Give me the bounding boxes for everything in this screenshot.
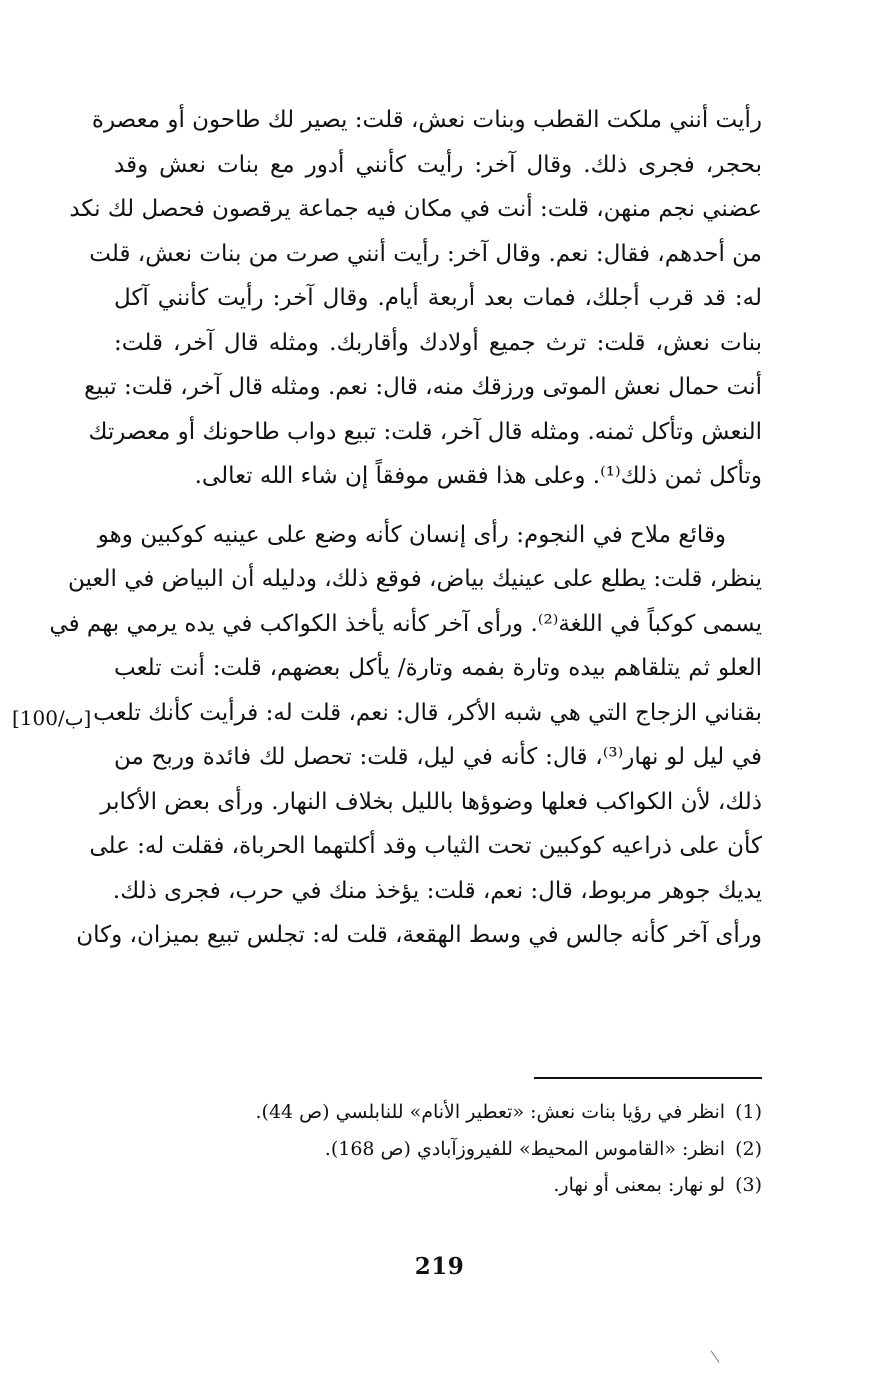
text-line: له: قد قرب أجلك، فمات بعد أربعة أيام. وقال آخر: رأيت كأنني آكل bbox=[114, 285, 762, 311]
text-line: من أحدهم، فقال: نعم. وقال آخر: رأيت أنني صرت من بنات نعش، قلت bbox=[89, 240, 762, 267]
footnote-number: (3) bbox=[735, 1174, 762, 1196]
text-line: كأن على ذراعيه كوكبين تحت الثياب وقد أكلتهما الحرباة، فقلت له: على bbox=[89, 833, 762, 859]
text-line: ورأى آخر كأنه جالس في وسط الهقعة، قلت له: تجلس تبيع بميزان، وكان bbox=[76, 922, 762, 948]
footnote-number: (1) bbox=[735, 1101, 762, 1123]
text-line: النعش وتأكل ثمنه. ومثله قال آخر، قلت: تبيع دواب طاحونك أو معصرتك bbox=[88, 418, 762, 445]
footnote-separator bbox=[534, 1077, 762, 1079]
footnote-text: انظر في رؤيا بنات نعش: «تعطير الأنام» للنابلسي (ص 44). bbox=[255, 1101, 726, 1123]
text-line: عضني نجم منهن، قلت: أنت في مكان فيه جماعة يرقصون فحصل لك نكد bbox=[69, 196, 762, 222]
text-line: يسمى كوكباً في اللغة⁽²⁾. ورأى آخر كأنه يأخذ الكواكب في يده يرمي بهم في bbox=[49, 610, 762, 637]
footnote-text: لو نهار: بمعنى أو نهار. bbox=[553, 1174, 726, 1196]
text-line: وقائع ملاح في النجوم: رأى إنسان كأنه وضع على عينيه كوكبين وهو bbox=[97, 521, 726, 548]
text-line: بنات نعش، قلت: ترث جميع أولادك وأقاربك. ومثله قال آخر، قلت: bbox=[114, 329, 762, 356]
manuscript-folio-marker: [100/ب] bbox=[12, 706, 92, 730]
footnote-item bbox=[122, 1167, 762, 1204]
text-line: بقناني الزجاج التي هي شبه الأكر، قال: نعم، قلت له: فرأيت كأنك تلعب bbox=[93, 699, 762, 726]
text-line: ذلك، لأن الكواكب فعلها وضوؤها بالليل بخلاف النهار. ورأى بعض الأكابر bbox=[100, 788, 762, 815]
footnote-item bbox=[122, 1094, 762, 1131]
text-line: في ليل لو نهار⁽³⁾، قال: كأنه في ليل، قلت: تحصل لك فائدة وربح من bbox=[114, 744, 762, 770]
paragraph-1 bbox=[69, 98, 762, 499]
footnote-text: انظر: «القاموس المحيط» للفيروزآبادي (ص 168). bbox=[324, 1137, 726, 1160]
footnote-item bbox=[122, 1131, 762, 1168]
text-line: بحجر، فجرى ذلك. وقال آخر: رأيت كأنني أدور مع بنات نعش وقد bbox=[114, 151, 762, 178]
text-line: رأيت أنني ملكت القطب وبنات نعش، قلت: يصير لك طاحون أو معصرة bbox=[91, 107, 762, 133]
footnote-number: (2) bbox=[735, 1137, 762, 1160]
text-line: العلو ثم يتلقاهم بيده وتارة بفمه وتارة/ يأكل بعضهم، قلت: أنت تلعب bbox=[114, 655, 762, 681]
page-number: 219 bbox=[414, 1253, 465, 1280]
text-line: أنت حمال نعش الموتى ورزقك منه، قال: نعم. ومثله قال آخر، قلت: تبيع bbox=[84, 374, 762, 400]
scan-mark bbox=[711, 1350, 720, 1362]
text-line: وتأكل ثمن ذلك⁽¹⁾. وعلى هذا فقس موفقاً إن شاء الله تعالى. bbox=[194, 463, 762, 489]
footnotes bbox=[122, 1094, 762, 1204]
text-line: ينظر، قلت: يطلع على عينيك بياض، فوقع ذلك، ودليله أن البياض في العين bbox=[67, 566, 762, 592]
text-line: يديك جوهر مربوط، قال: نعم، قلت: يؤخذ منك في حرب، فجرى ذلك. bbox=[112, 877, 762, 904]
